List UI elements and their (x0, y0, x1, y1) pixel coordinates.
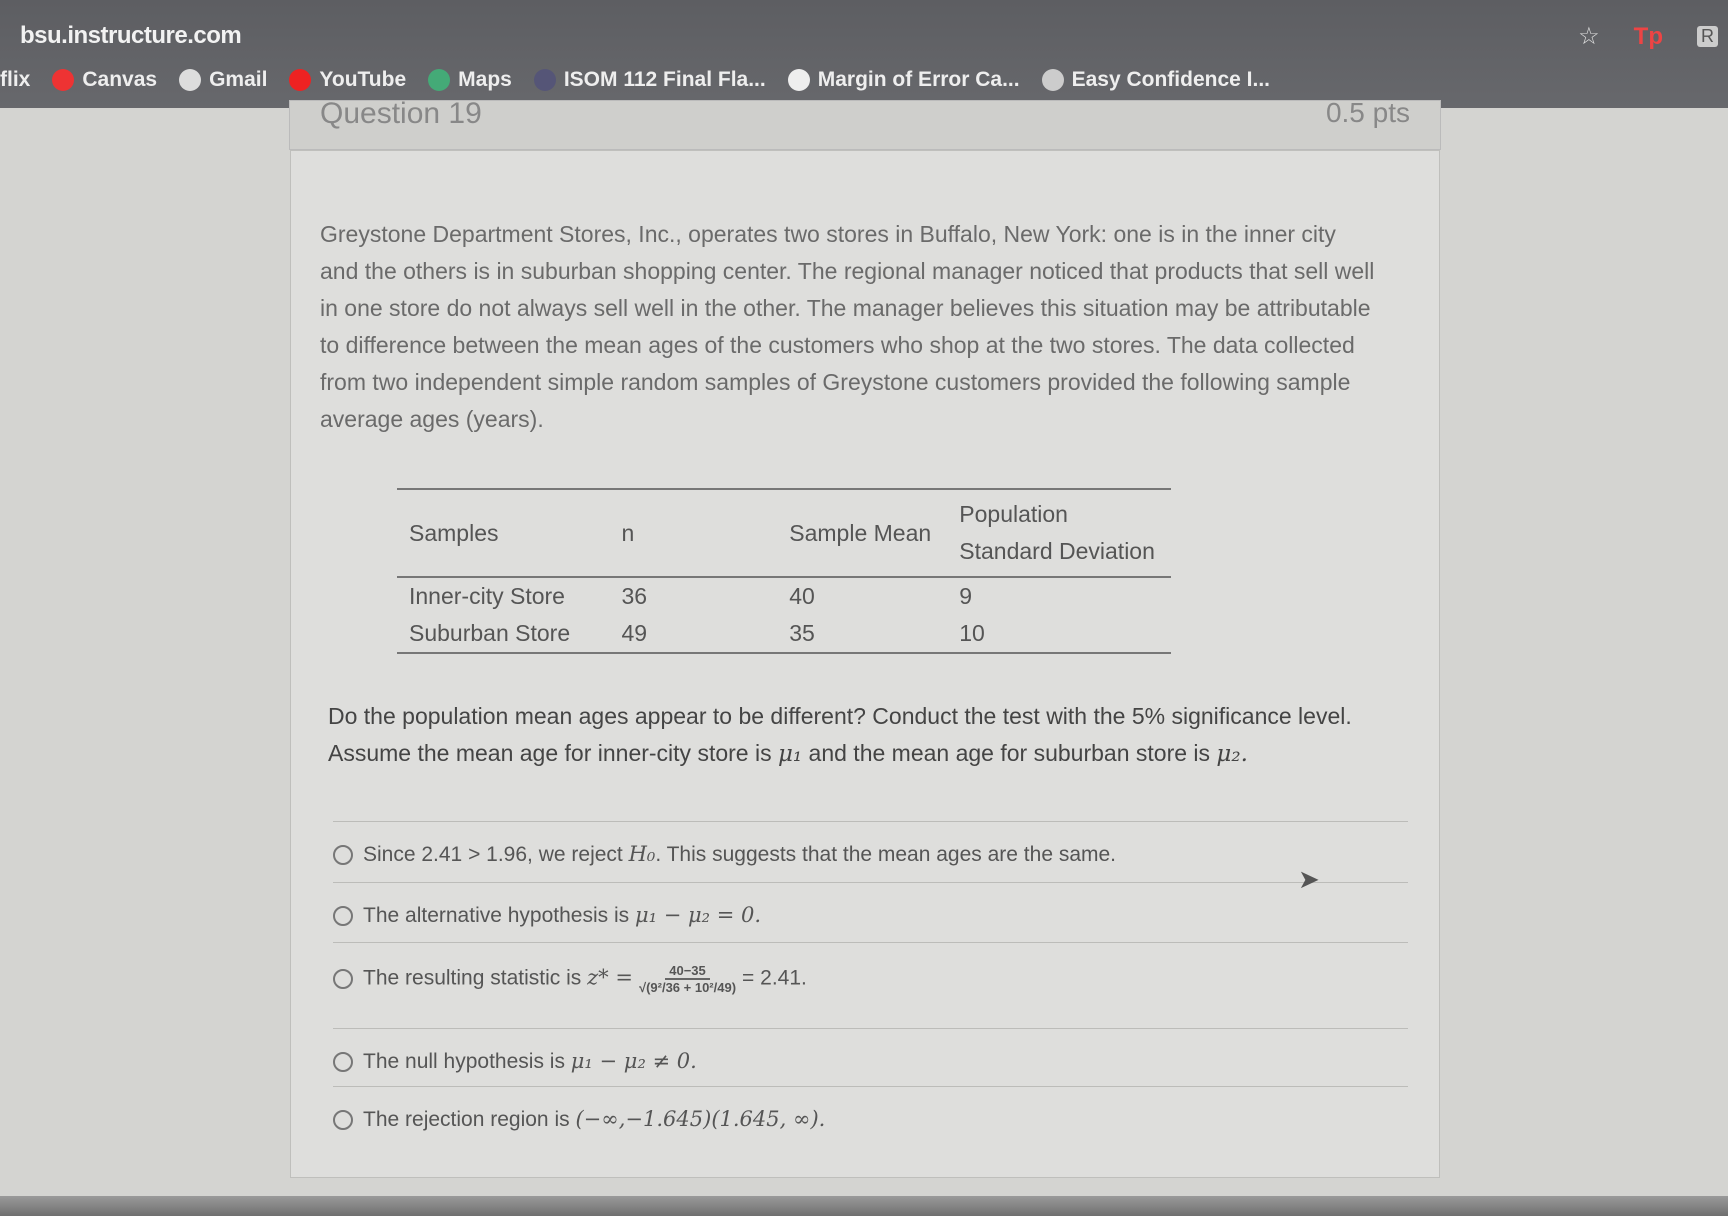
table-header-row (397, 489, 1171, 577)
option-text: Since 2.41 > 1.96, we reject (363, 843, 629, 866)
answer-option[interactable] (333, 821, 1408, 867)
bookmarks-bar (0, 68, 1270, 92)
answer-option[interactable] (333, 942, 1408, 995)
address-bar[interactable]: bsu.instructure.com (20, 22, 242, 49)
math: μ₁ − μ₂ ≠ 0. (570, 1049, 697, 1073)
bookmark-label: Gmail (209, 68, 268, 91)
radio-button[interactable] (333, 1110, 353, 1130)
question-title: Question 19 (320, 97, 482, 130)
l-icon (788, 69, 810, 91)
answer-option[interactable] (333, 1086, 1408, 1132)
extension-tp-icon[interactable]: Tp (1633, 22, 1663, 50)
radio-button[interactable] (333, 845, 353, 865)
math: H₀ (628, 842, 656, 866)
maps-icon (428, 69, 450, 91)
answer-option[interactable] (333, 1028, 1408, 1074)
doc-icon (1042, 69, 1064, 91)
prompt-line-1: Do the population mean ages appear to be different? Conduct the test with the 5% significance level. (328, 703, 1352, 729)
col-mean: Sample Mean (789, 519, 932, 546)
bookmark-item[interactable] (0, 68, 30, 92)
fraction (639, 963, 736, 995)
radio-button[interactable] (333, 969, 353, 989)
bookmark-label: Easy Confidence I... (1071, 68, 1270, 91)
option-text: The alternative hypothesis is (363, 904, 635, 927)
question-paragraph: Greystone Department Stores, Inc., operates two stores in Buffalo, New York: one is in the inner city and the others is in suburban shopping center. The regional manager noticed that products that sell well in one store do not always sell well in the other. The manager believes this situation may be attributable to difference between the mean ages of the customers who shop at the two stores. The data collected from two independent simple random samples of Greystone customers provided the following sample average ages (years). (320, 221, 1375, 432)
cell: 36 (621, 583, 648, 609)
cell: Inner-city Store (409, 583, 565, 609)
bookmark-item[interactable] (428, 68, 512, 92)
numerator: 40−35 (665, 963, 710, 980)
option-text: The resulting statistic is (363, 966, 588, 990)
denominator: √(9²/36 + 10²/49) (638, 980, 737, 995)
option-text: The rejection region is (363, 1108, 576, 1131)
prompt-text: Assume the mean age for inner-city store is (328, 740, 778, 766)
bookmark-item[interactable] (52, 68, 157, 92)
bookmark-item[interactable] (534, 68, 766, 92)
prompt-line-2 (328, 735, 1408, 773)
math: (−∞,−1.645)(1.645, ∞). (575, 1107, 826, 1131)
bookmark-label: ISOM 112 Final Fla... (563, 68, 766, 91)
youtube-icon (289, 69, 311, 91)
browser-toolbar (0, 0, 1728, 108)
option-text: The null hypothesis is (363, 1050, 571, 1073)
bookmark-label: Margin of Error Ca... (817, 68, 1020, 91)
table-row (397, 577, 1171, 615)
mu1-symbol: μ₁ (777, 741, 803, 767)
prompt-text: and the mean age for suburban store is (802, 740, 1217, 766)
cell: 10 (959, 620, 985, 646)
cell: 40 (789, 583, 815, 609)
bookmark-item[interactable] (1042, 68, 1270, 92)
math: μ₁ − μ₂ = 0. (634, 903, 762, 927)
table-row (397, 615, 1171, 653)
question-prompt (328, 698, 1408, 773)
question-points: 0.5 pts (1325, 97, 1410, 128)
data-table (397, 488, 1171, 654)
toolbar-icons (1578, 22, 1718, 51)
bookmark-item[interactable] (289, 68, 406, 92)
cell: Suburban Store (409, 620, 571, 646)
answer-option[interactable] (333, 882, 1408, 928)
bookmark-label: Maps (458, 68, 512, 91)
gmail-icon (179, 69, 201, 91)
canvas-icon (52, 69, 74, 91)
mouse-cursor-icon: ➤ (1298, 864, 1320, 894)
col-n: n (621, 519, 635, 546)
radio-button[interactable] (333, 1052, 353, 1072)
bookmark-item[interactable] (179, 68, 267, 92)
profile-icon[interactable]: R (1697, 26, 1718, 47)
globe-icon (534, 69, 556, 91)
radio-button[interactable] (333, 906, 353, 926)
dock (0, 1196, 1728, 1216)
bookmark-star-icon[interactable]: ☆ (1578, 23, 1600, 50)
bookmark-label: flix (0, 68, 31, 91)
cell: 9 (959, 583, 973, 609)
col-samples: Samples (409, 519, 499, 546)
bookmark-item[interactable] (788, 68, 1020, 92)
cell: 49 (621, 620, 648, 646)
option-text: = 2.41. (742, 966, 807, 990)
question-header (289, 97, 1441, 150)
bookmark-label: Canvas (82, 68, 158, 91)
col-sd: Population Standard Deviation (959, 501, 1155, 564)
bookmark-label: YouTube (319, 68, 407, 91)
cell: 35 (789, 620, 815, 646)
mu2-symbol: μ₂. (1216, 741, 1248, 767)
math: z* = (587, 965, 633, 990)
option-text: . This suggests that the mean ages are the same. (655, 843, 1117, 866)
